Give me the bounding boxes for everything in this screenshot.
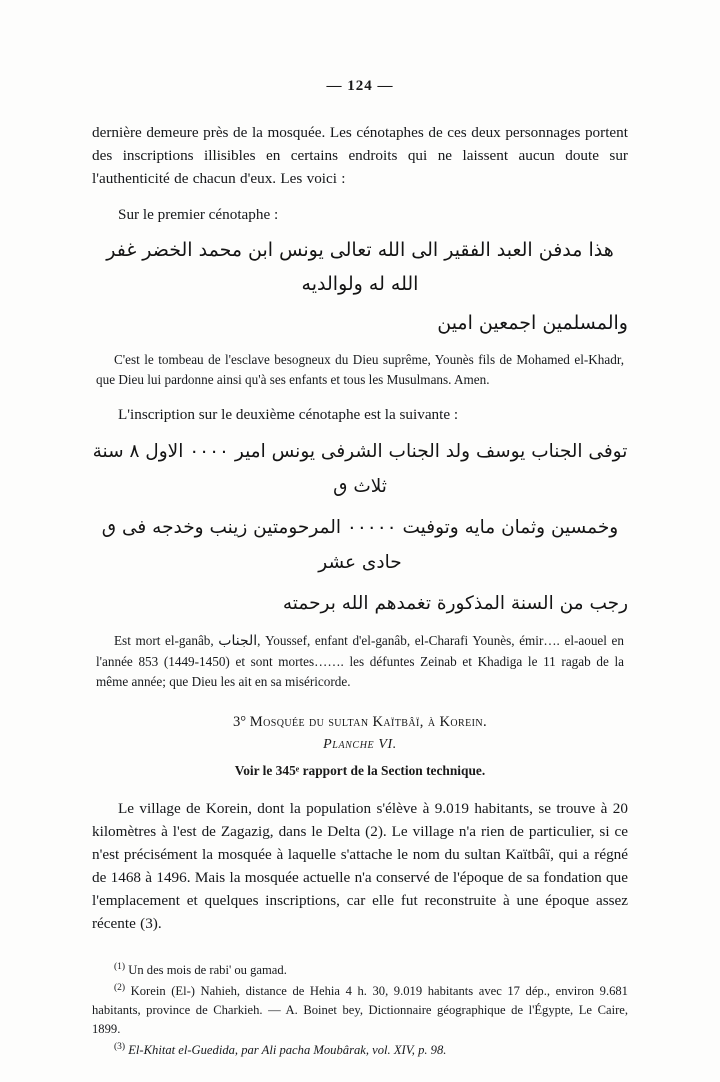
translation-second-part-2: , Youssef, enfant d'el-ganâb, el-Charafi Younès, émir…. el-aouel en l'année 853 (1449-1450) et sont mortes……. les défuntes Zeinab et Khadiga le 11 ragab de la même année; que Dieu les ait en sa miséricorde. bbox=[96, 633, 624, 690]
footnote-text: Un des mois de rabi' ou gamad. bbox=[128, 963, 287, 978]
footnote-text: Korein (El-) Nahieh, distance de Hehia 4 h. 30, 9.019 habitants avec 17 dép., environ 9.681 habitants, province de Charkieh. — A. Boinet bey, Dictionnaire géographique de l'Égypte, Le Caire, 1899. bbox=[92, 984, 628, 1037]
lead-first-cenotaph: Sur le premier cénotaphe : bbox=[118, 206, 279, 224]
translation-first-inscription: C'est le tombeau de l'esclave besogneux du Dieu suprême, Younès fils de Mohamed el-Khadr, que Dieu lui pardonne ainsi qu'à ses enfants et tous les Musulmans. Amen. bbox=[96, 352, 624, 387]
lead-second-cenotaph: L'inscription sur le deuxième cénotaphe est la suivante : bbox=[118, 405, 459, 423]
report-reference: Voir le 345ᵉ rapport de la Section technique. bbox=[234, 762, 486, 778]
arabic-inscription-2-line-1: توفى الجناب يوسف ولد الجناب الشرفى يونس امير ٠٠٠٠ الاول ٨ سنة ثلاث ٯ bbox=[92, 440, 628, 497]
footnote-item bbox=[92, 982, 628, 1039]
arabic-inscription-2-line-3: رجب من السنة المذكورة تغمدهم الله برحمته bbox=[282, 593, 628, 615]
footnote-item bbox=[92, 1041, 628, 1060]
arabic-inscription-2-line-2: وخمسين وثمان مايه وتوفيت ٠٠٠٠٠ المرحومتين زينب وخدجه فى ٯ حادى عشر bbox=[101, 516, 619, 574]
translation-second-arabic-term: الجناب bbox=[218, 633, 258, 650]
translation-second-inscription bbox=[92, 631, 628, 692]
arabic-inscription-1-line-1: هذا مدفن العبد الفقير الى الله تعالى يونس ابن محمد الخضر غفر الله له ولوالديه bbox=[106, 239, 614, 295]
paragraph-korein: Le village de Korein, dont la population s'élève à 9.019 habitants, se trouve à 20 kilomètres à l'est de Zagazig, dans le Delta (2). Le village n'a rien de particulier, si ce n'est précisément la mosquée à laquelle s'attache le nom du sultan Kaïtbâï, qui a régné de 1468 à 1496. Mais la mosquée actuelle n'a conservé de l'époque de sa fondation que l'emplacement et quelques inscriptions, car elle fut reconstruite à une époque assez récente (3). bbox=[92, 799, 628, 933]
translation-second-part-1: Est mort el-ganâb, bbox=[114, 633, 219, 649]
footnote-text: El-Khitat el-Guedida, par Ali pacha Moubârak, vol. XIV, p. 98. bbox=[128, 1043, 447, 1058]
paragraph-opening: dernière demeure près de la mosquée. Les cénotaphes de ces deux personnages portent des inscriptions illisibles en certains endroits qui ne laissent aucun doute sur l'authenticité de chacun d'eux. Les voici : bbox=[92, 124, 628, 188]
plate-caption: Planche VI. bbox=[323, 736, 397, 752]
footnote-marker: (2) bbox=[114, 983, 126, 994]
page-number: — 124 — bbox=[326, 78, 394, 94]
arabic-inscription-1-line-2: والمسلمين اجمعين امين bbox=[437, 311, 628, 334]
section-heading bbox=[92, 714, 628, 731]
section-heading-number: 3° bbox=[232, 713, 247, 730]
footnote-item bbox=[92, 961, 628, 980]
footnote-marker: (3) bbox=[114, 1041, 126, 1052]
section-heading-text: Mosquée du sultan Kaïtbâï, à Korein. bbox=[249, 713, 488, 730]
footnotes-block bbox=[92, 961, 628, 1059]
footnote-marker: (1) bbox=[114, 962, 126, 973]
page-content bbox=[92, 78, 628, 1062]
